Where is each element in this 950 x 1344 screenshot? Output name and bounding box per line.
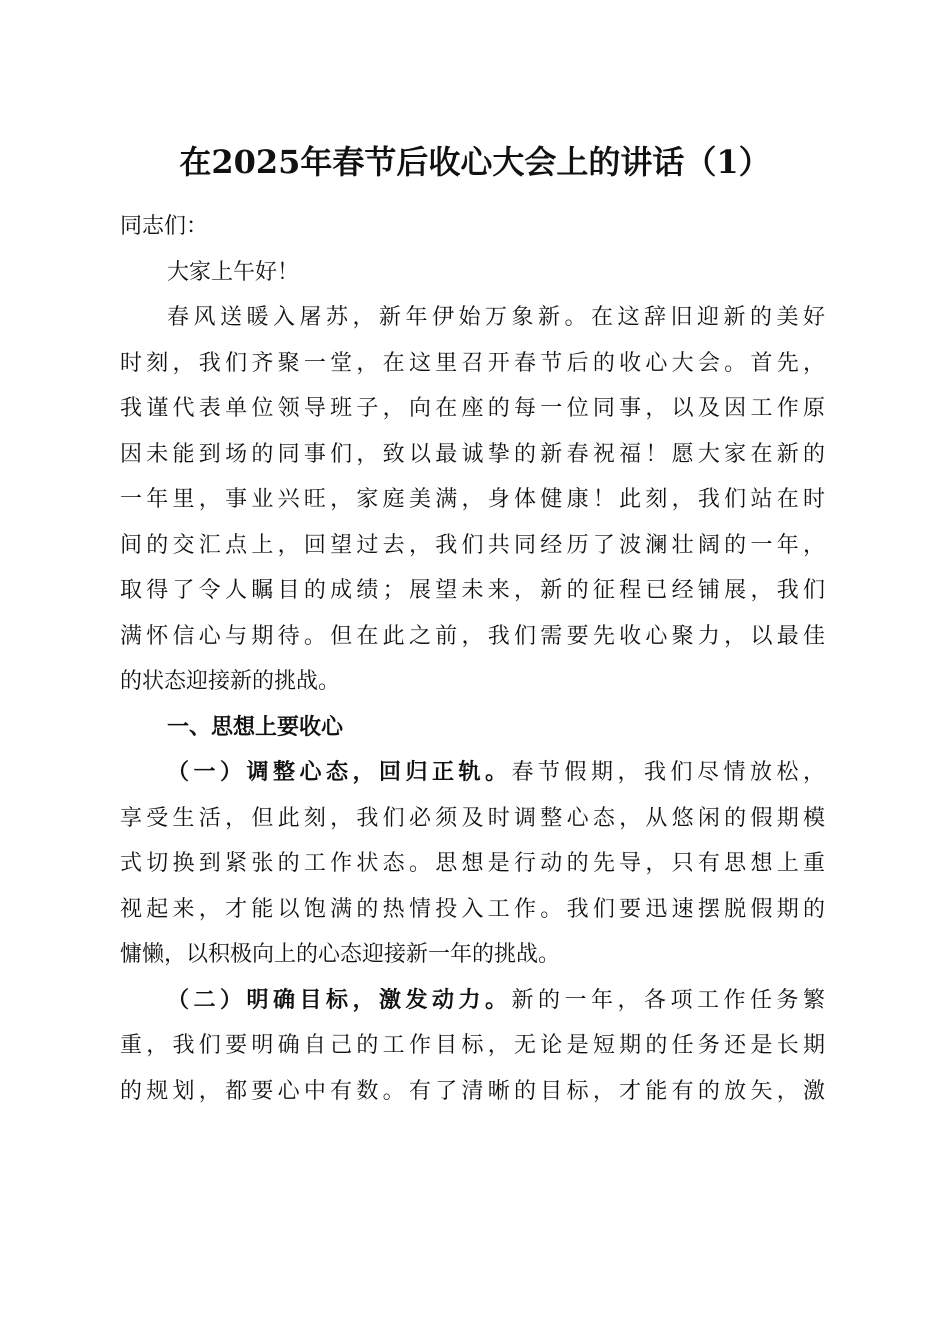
paragraph-line: 慵懒，以积极向上的心态迎接新一年的挑战。 xyxy=(120,942,561,967)
document-body xyxy=(120,204,825,1114)
sub-section-2 xyxy=(120,978,825,1115)
paragraph-line: 因未能到场的同事们，致以最诚挚的新春祝福！愿大家在新的 xyxy=(120,441,825,467)
paragraph-line: 式切换到紧张的工作状态。思想是行动的先导，只有思想上重 xyxy=(120,851,825,876)
paragraph-line xyxy=(120,750,825,796)
sub-section-1 xyxy=(120,750,825,978)
sub-text: 新的一年，各项工作任务繁 xyxy=(511,987,825,1013)
document-title: 在2025年春节后收心大会上的讲话（1） xyxy=(179,143,771,181)
paragraph-line: 重，我们要明确自己的工作目标，无论是短期的任务还是长期 xyxy=(120,1033,825,1058)
paragraph-line: 满怀信心与期待。但在此之前，我们需要先收心聚力，以最佳 xyxy=(120,623,825,649)
greeting-line: 大家上午好！ xyxy=(167,259,300,285)
paragraph-line: 一年里，事业兴旺，家庭美满，身体健康！此刻，我们站在时 xyxy=(120,487,825,512)
sub-heading: （一）调整心态，回归正轨。 xyxy=(167,760,512,785)
paragraph-line: 的状态迎接新的挑战。 xyxy=(120,669,341,694)
sub-heading: （二）明确目标，激发动力。 xyxy=(167,987,512,1013)
section-heading-line: 一、思想上要收心 xyxy=(167,714,344,740)
paragraph-line: 我谨代表单位领导班子，向在座的每一位同事，以及因工作原 xyxy=(120,396,825,421)
paragraph-line: 时刻，我们齐聚一堂，在这里召开春节后的收心大会。首先， xyxy=(120,350,825,376)
paragraph-line: 的规划，都要心中有数。有了清晰的目标，才能有的放矢，激 xyxy=(120,1078,825,1104)
section-heading xyxy=(120,705,825,751)
sub-text: 春节假期，我们尽情放松， xyxy=(511,760,825,785)
paragraph-line: 间的交汇点上，回望过去，我们共同经历了波澜壮阔的一年， xyxy=(120,532,825,558)
paragraph-line: 取得了令人瞩目的成绩；展望未来，新的征程已经铺展，我们 xyxy=(120,578,825,603)
greeting xyxy=(120,250,825,296)
intro-paragraph xyxy=(120,295,825,705)
paragraph-line: 春风送暖入屠苏，新年伊始万象新。在这辞旧迎新的美好 xyxy=(167,305,825,330)
paragraph-line xyxy=(120,978,825,1024)
salutation xyxy=(120,204,825,250)
paragraph-line: 享受生活，但此刻，我们必须及时调整心态，从悠闲的假期模 xyxy=(120,805,825,831)
paragraph-line: 视起来，才能以饱满的热情投入工作。我们要迅速摆脱假期的 xyxy=(120,896,825,922)
salutation-line: 同志们： xyxy=(120,214,209,239)
